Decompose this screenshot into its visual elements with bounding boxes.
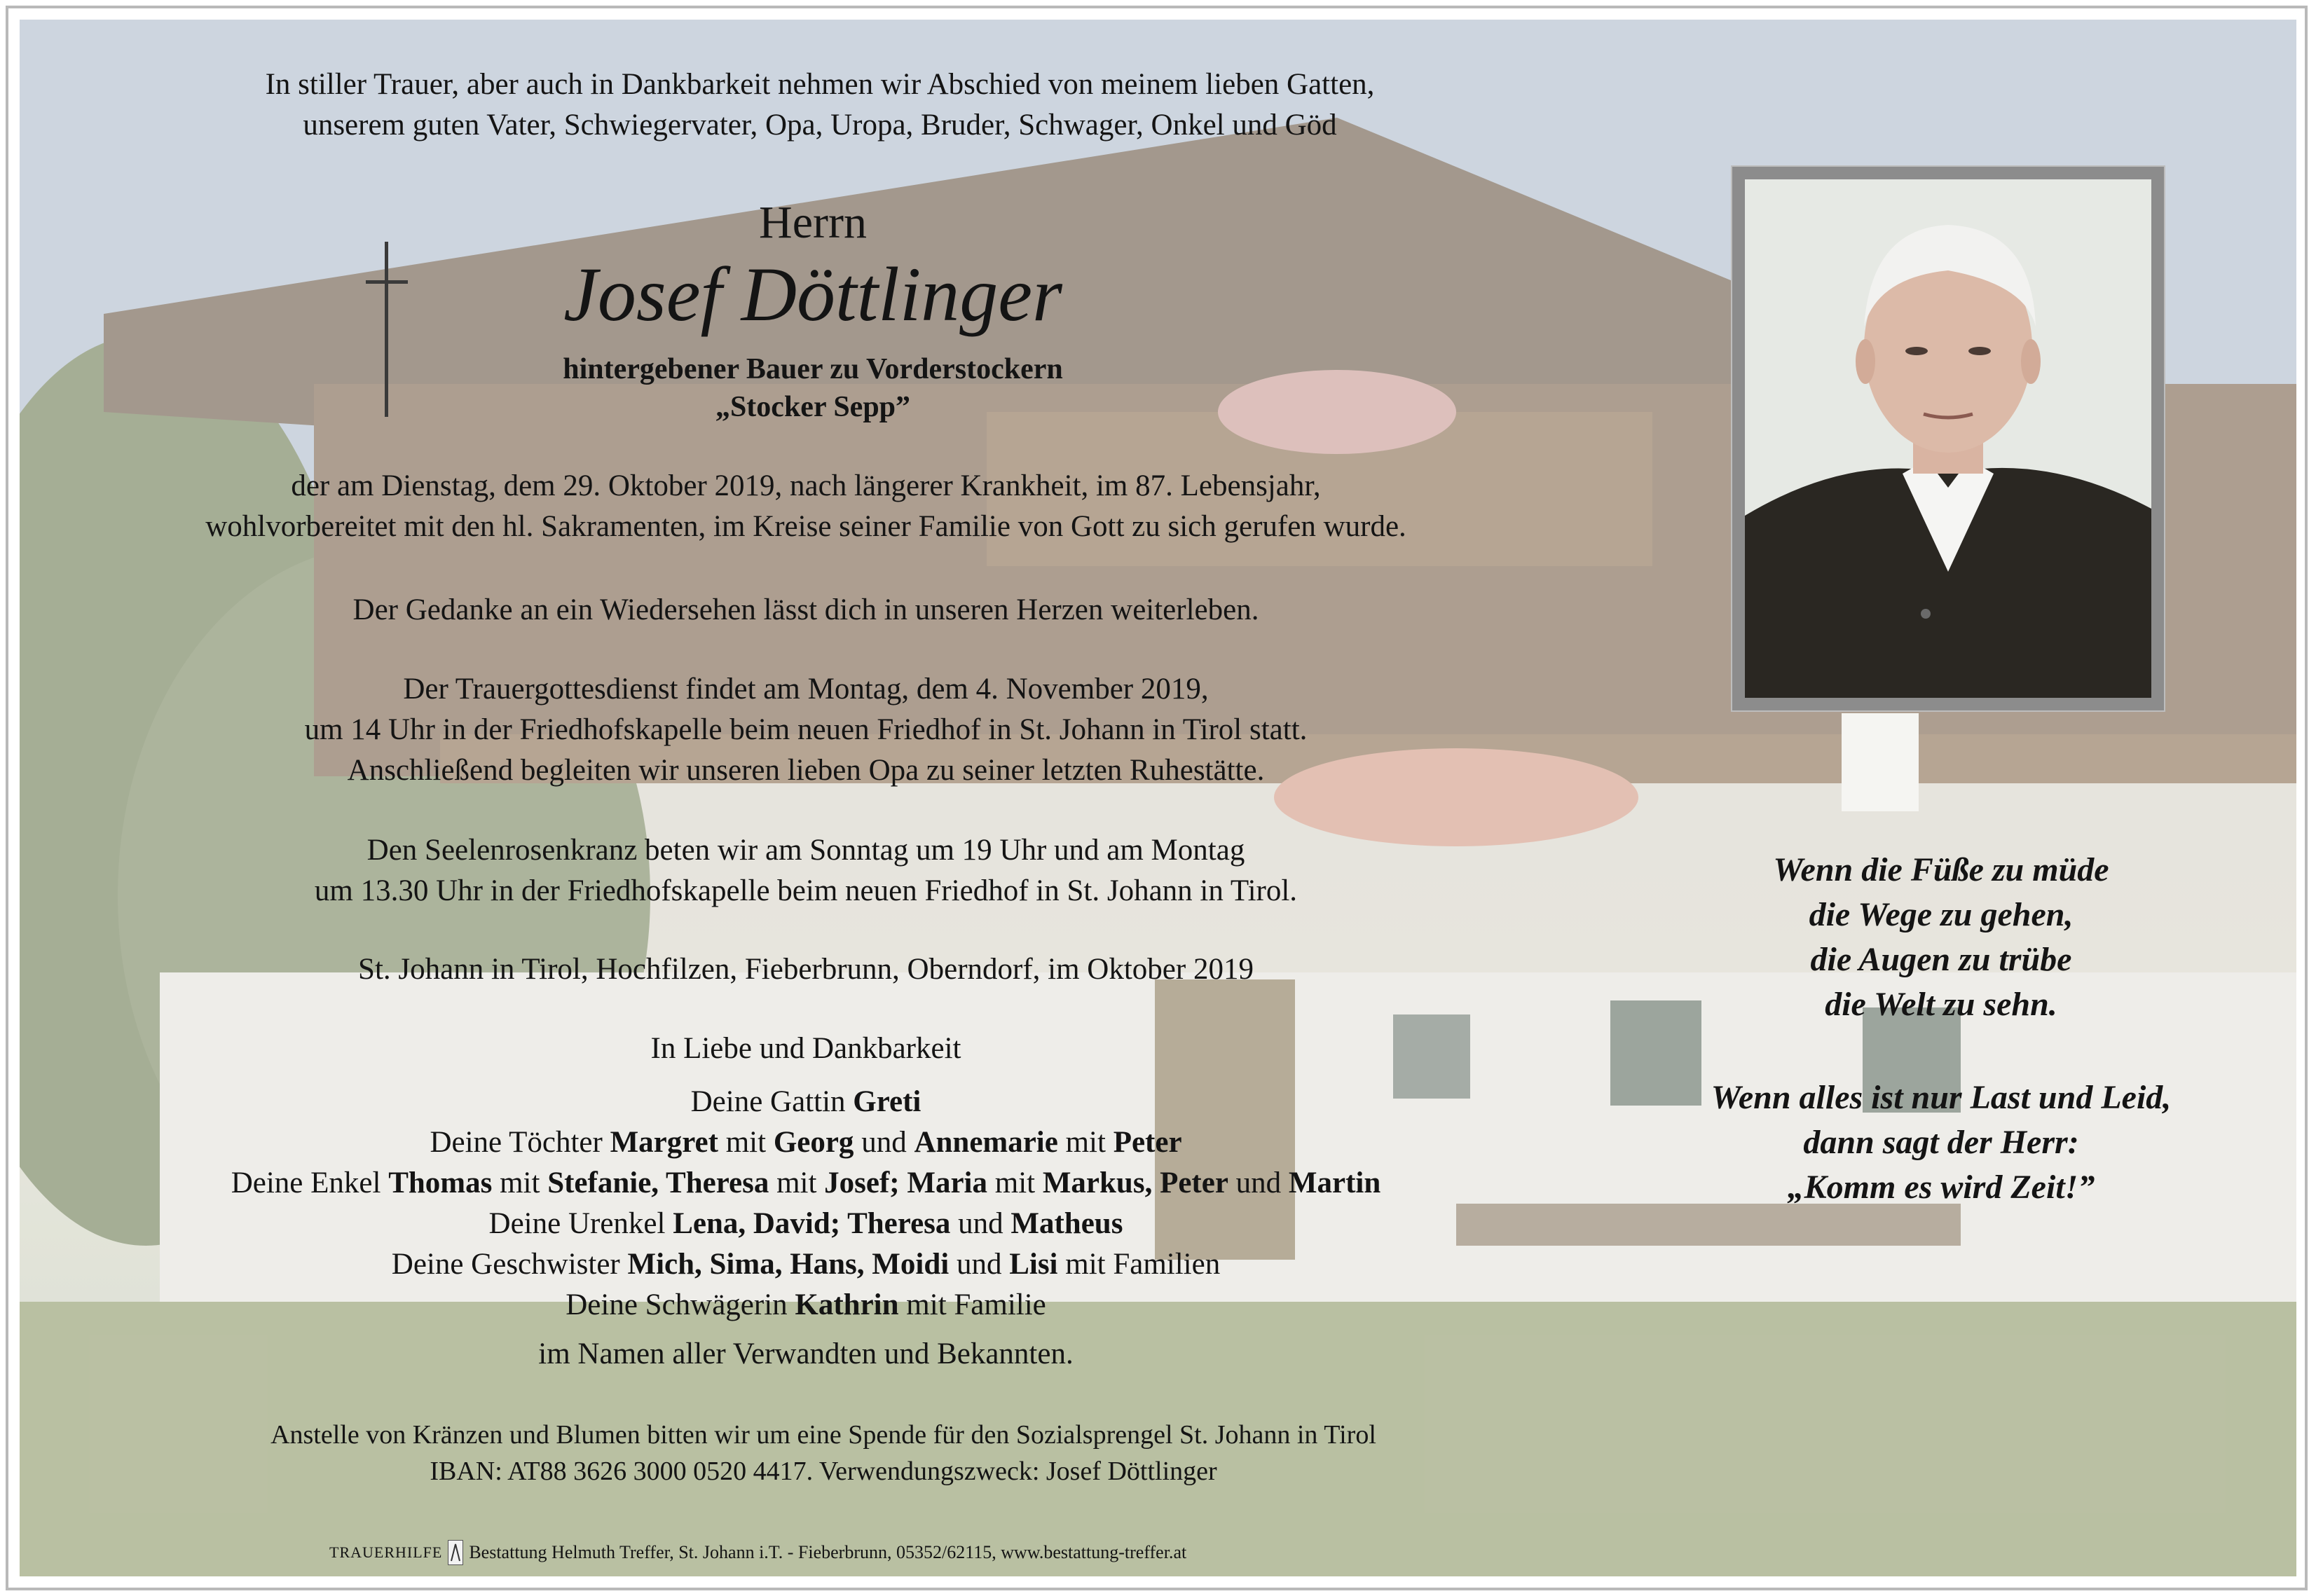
family-wife: Deine Gattin Greti — [690, 1085, 921, 1118]
family-daughters: Deine Töchter Margret mit Georg und Annemarie mit Peter — [430, 1126, 1182, 1159]
family-list — [70, 1029, 1542, 1326]
donation-info: Anstelle von Kränzen und Blumen bitten wir um eine Spende für den Sozialsprengel St. Johann in Tirol IBAN: AT88 3626 3000 0520 4417. Verwendungszweck: Josef Döttlinger — [270, 1420, 1376, 1486]
deceased-subtitle: hintergebener Bauer zu Vorderstockern „Stocker Sepp” — [563, 353, 1063, 423]
footer-tag: TRAUERHILFE — [329, 1543, 443, 1561]
thought-line: Der Gedanke an ein Wiedersehen lässt dich in unseren Herzen weiterleben. — [352, 593, 1259, 626]
portrait-photo — [1745, 179, 2151, 698]
death-notice: der am Dienstag, dem 29. Oktober 2019, nach längerer Krankheit, im 87. Lebensjahr, wohlvorbereitet mit den hl. Sakramenten, im Kreise seiner Familie von Gott zu sich gerufen wurde. — [205, 469, 1406, 543]
poem-stanza-2: Wenn alles ist nur Last und Leid, dann sagt der Herr: „Komm es wird Zeit!” — [1711, 1079, 2172, 1206]
family-siblings: Deine Geschwister Mich, Sima, Hans, Moidi und Lisi mit Familien — [391, 1248, 1221, 1281]
family-heading: In Liebe und Dankbarkeit — [650, 1032, 961, 1065]
family-sister-in-law: Deine Schwägerin Kathrin mit Familie — [566, 1288, 1046, 1321]
salutation: Herrn — [759, 197, 867, 248]
intro-text: In stiller Trauer, aber auch in Dankbarkeit nehmen wir Abschied von meinem lieben Gatten, unserem guten Vater, Schwiegervater, Opa, Uropa, Bruder, Schwager, Onkel und Göd — [265, 68, 1375, 142]
closing-line: im Namen aller Verwandten und Bekannten. — [538, 1337, 1074, 1370]
funeral-home-footer — [329, 1540, 1186, 1565]
deceased-name: Josef Döttlinger — [563, 252, 1062, 337]
footer-text: Bestattung Helmuth Treffer, St. Johann i.T. - Fieberbrunn, 05352/62115, www.bestattung-treffer.at — [469, 1542, 1187, 1562]
rosary-info: Den Seelenrosenkranz beten wir am Sonntag um 19 Uhr und am Montag um 13.30 Uhr in der Friedhofskapelle beim neuen Friedhof in St. Johann in Tirol. — [314, 834, 1298, 907]
places-and-date: St. Johann in Tirol, Hochfilzen, Fieberbrunn, Oberndorf, im Oktober 2019 — [358, 953, 1254, 986]
family-great-grandchildren: Deine Urenkel Lena, David; Theresa und Matheus — [488, 1207, 1123, 1240]
funeral-home-logo-icon — [448, 1540, 463, 1565]
funeral-service-info: Der Trauergottesdienst findet am Montag, dem 4. November 2019, um 14 Uhr in der Friedhofskapelle beim neuen Friedhof in St. Johann in Tirol statt. Anschließend begleiten wir unseren lieben Opa zu seiner letzten Ruhestätte. — [304, 673, 1308, 787]
poem-stanza-1: Wenn die Füße zu müde die Wege zu gehen, die Augen zu trübe die Welt zu sehn. — [1773, 851, 2109, 1023]
family-grandchildren: Deine Enkel Thomas mit Stefanie, Theresa mit Josef; Maria mit Markus, Peter und Martin — [231, 1167, 1381, 1199]
